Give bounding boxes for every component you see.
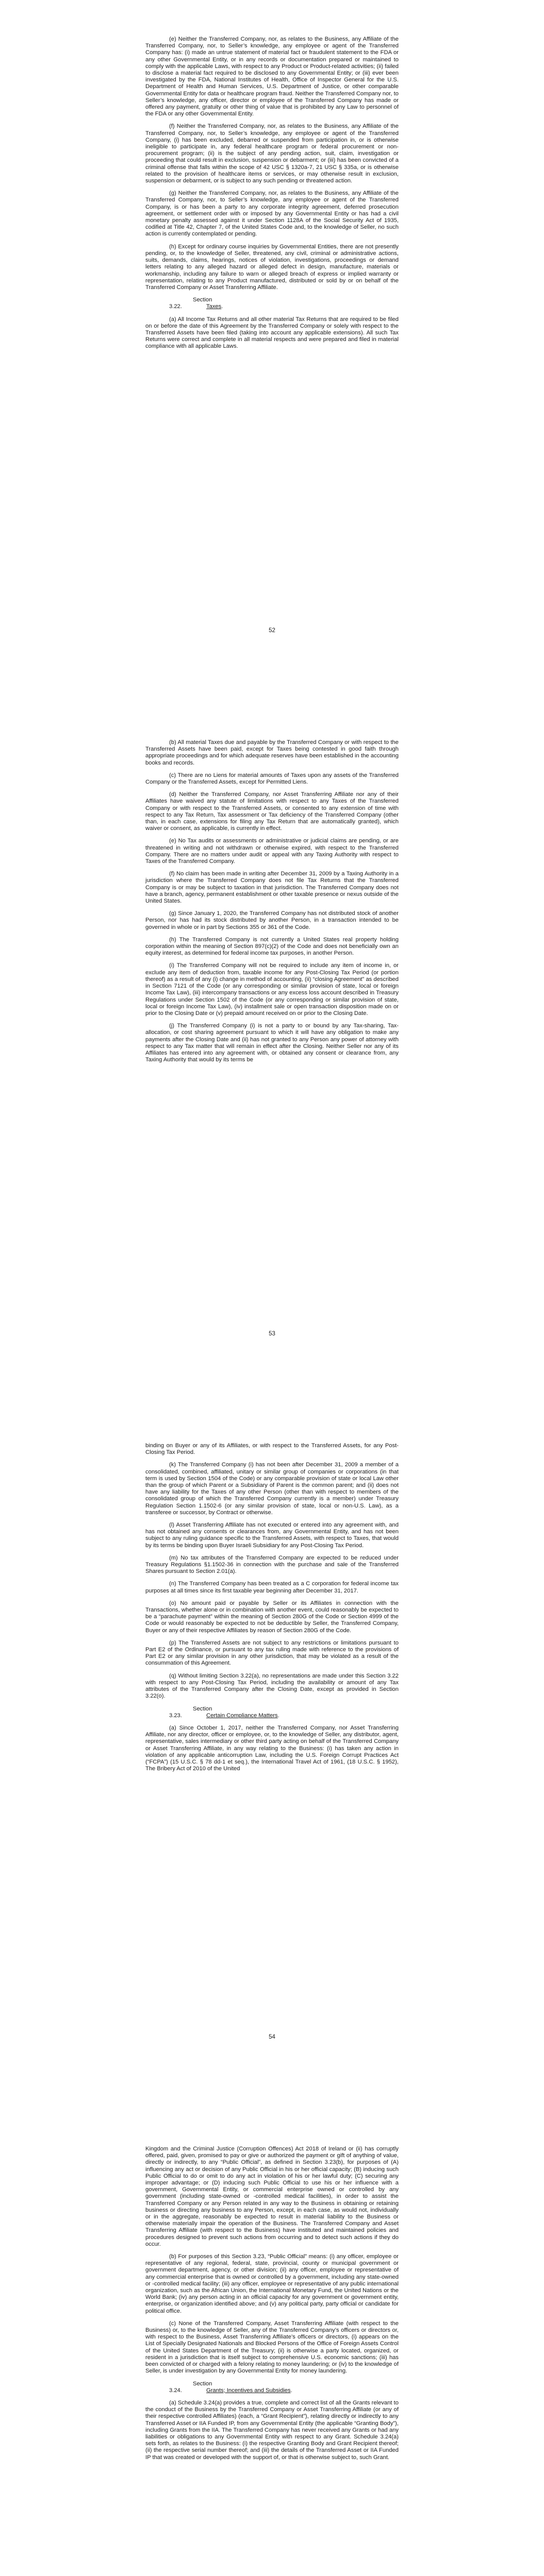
paragraph: (f) Neither the Transferred Company, nor, as relates to the Business, any Affiliate of the Transferred Company, nor, to Seller’s knowledge, any employee or agent of the Transferred Company, (i) has been excluded, debarred or suspended from participation in, or is otherwise ineligible to participate in, any federal healthcare program or federal procurement or non-procurement program; (ii) is the subject of any pending action, suit, claim, investigation or proceeding that could result in exclusion, suspension or debarment; or (iii) has been convicted of a criminal offense that falls within the scope of 42 USC § 1320a-7, 21 USC § 335a, or is otherwise related to the provision of healthcare items or services, or may otherwise result in exclusion, suspension or debarment, or is subject to any such pending or threatened action. — [145, 123, 399, 184]
paragraph: (q) Without limiting Section 3.22(a), no representations are made under this Section 3.22 with respect to any Post-Closing Tax Period, including the availability or amount of any Tax attributes of the Transferred Company after the Closing Date, except as provided in Section 3.22(o). — [145, 1672, 399, 1700]
paragraph: (k) The Transferred Company (i) has not been after December 31, 2009 a member of a consolidated, combined, affiliated, unitary or similar group of companies or corporations (in that term is used by Section 1504 of the Code) or any comparable provision of state or local Law other than the group of which Parent or a Subsidiary of Parent is the common parent; and (ii) does not have any liability for the Taxes of any other Person (other than with respect to members of the consolidated group of which the Transferred Company currently is a member) under Treasury Regulation Section 1.1502-6 (or any similar provision of state, local or non-U.S. Law), as a transferee or successor, by Contract or otherwise. — [145, 1462, 399, 1516]
paragraph: (n) The Transferred Company has been treated as a C corporation for federal income tax purposes at all times since its first taxable year beginning after December 31, 2017. — [145, 1581, 399, 1594]
paragraph: (h) Except for ordinary course inquiries by Governmental Entities, there are not presently pending, or, to the knowledge of Seller, threatened, any civil, criminal or administrative actions, suits, demands, claims, hearings, notices of violation, investigations, proceedings or demand letters relating to any alleged hazard or alleged defect in design, manufacture, materials or workmanship, including any failure to warn or alleged breach of express or implied warranty or representation, relating to any Product manufactured, distributed or sold by or on behalf of the Transferred Company or Asset Transferring Affiliate. — [145, 243, 399, 291]
document-page — [0, 2110, 544, 2576]
paragraph: (a) Since October 1, 2017, neither the Transferred Company, nor Asset Transferring Affiliate, nor any director, officer or employee, or, to the knowledge of Seller, any distributor, agent, representative, sales intermediary or other third party acting on behalf of the Transferred Company or Asset Transferring Affiliate, in any way relating to the Business: (i) has taken any action in violation of any applicable anticorruption Law, including the U.S. Foreign Corrupt Practices Act (“FCPA”) (15 U.S.C. § 78 dd-1 et seq.), the International Travel Act of 1961, (18 U.S.C. § 1952), The Bribery Act of 2010 of the United — [145, 1724, 399, 1772]
paragraph: (o) No amount paid or payable by Seller or its Affiliates in connection with the Transactions, whether alone or in combination with another event, could reasonably be expected to be a “parachute payment” within the meaning of Section 280G of the Code or Section 4999 of the Code or would reasonably be expected to not be deductible by Seller, the Transferred Company, Buyer or any of their respective Affiliates by reason of Section 280G of the Code. — [145, 1600, 399, 1634]
paragraph: (e) Neither the Transferred Company, nor, as relates to the Business, any Affiliate of the Transferred Company, nor, to Seller’s knowledge, any employee or agent of the Transferred Company has: (i) made an untrue statement of material fact or fraudulent statement to the FDA or any other Governmental Entity, or in any records or documentation prepared or maintained to comply with the applicable Laws, with respect to any Product or Product-related activities; (ii) failed to disclose a material fact required to be disclosed to any Governmental Entity; or (iii) ever been investigated by the FDA, National Institutes of Health, Office of Inspector General for the U.S. Department of Health and Human Services, U.S. Department of Justice, or other comparable Governmental Entity for data or healthcare program fraud. Neither the Transferred Company nor, to Seller’s knowledge, any officer, director or employee of the Transferred Company has made or offered any payment, gratuity or other thing of value that is prohibited by any Law to personnel of the FDA or any other Governmental Entity. — [145, 36, 399, 117]
section-heading — [145, 297, 399, 310]
paragraph: (p) The Transferred Assets are not subject to any restrictions or limitations pursuant to Part E2 of the Ordinance, or pursuant to any tax ruling made with reference to the provisions of Part E2 or any similar provision in any other jurisdiction, that may be violated as a result of the consummation of this Agreement. — [145, 1639, 399, 1667]
section-title: Certain Compliance Matters — [206, 1712, 278, 1719]
paragraph: (j) The Transferred Company (i) is not a party to or bound by any Tax-sharing, Tax-allocation, or cost sharing agreement pursuant to which it will have any obligation to make any payments after the Closing Date and (ii) has not granted to any Person any power of attorney with respect to any Tax matter that will remain in effect after the Closing. Neither Seller nor any of its Affiliates has entered into any agreement with, or obtained any consent or clearance from, any Taxing Authority that would by its terms be — [145, 1023, 399, 1063]
paragraph: (m) No tax attributes of the Transferred Company are expected to be reduced under Treasury Regulations §1.1502-36 in connection with the purchase and sale of the Transferred Shares pursuant to Section 2.01(a). — [145, 1554, 399, 1575]
page-number: 54 — [269, 2034, 275, 2040]
paragraph: (a) Schedule 3.24(a) provides a true, complete and correct list of all the Grants relevant to the conduct of the Business by the Transferred Company or Asset Transferring Affiliate (or any of their respective controlled Affiliates) (each, a “Grant Recipient”), relating directly or indirectly to any Transferred Asset or IIA Funded IP, from any Governmental Entity (the applicable “Granting Body”), including Grants from the IIA. The Transferred Company has never received any Grants or had any liabilities or obligations to any Governmental Entity with respect to any Grant. Schedule 3.24(a) sets forth, as relates to the Business: (i) the respective Granting Body and Grant Recipient thereof; (ii) the respective serial number thereof; and (iii) the details of the Transferred Asset or IIA Funded IP that was created or developed with the support of, or that is otherwise subject to, such Grant. — [145, 2399, 399, 2461]
paragraph: (l) Asset Transferring Affiliate has not executed or entered into any agreement with, and has not obtained any consents or clearances from, any Governmental Entity, and has not been subject to any ruling guidance specific to the Transferred Assets, with respect to Taxes, that would by its terms be binding upon Buyer Israeli Subsidiary for any Post-Closing Tax Period. — [145, 1522, 399, 1549]
paragraph: (h) The Transferred Company is not currently a United States real property holding corporation within the meaning of Section 897(c)(2) of the Code and does not beneficially own an equity interest, as determined for federal income tax purposes, in another Person. — [145, 936, 399, 957]
section-title: Taxes — [206, 303, 222, 310]
section-number: Section 3.23. — [169, 1705, 212, 1719]
document-page — [0, 0, 544, 703]
paragraph: (g) Neither the Transferred Company, nor, as relates to the Business, any Affiliate of the Transferred Company, nor, to Seller’s knowledge, any employee or agent of the Transferred Company, is or has been a party to any corporate integrity agreement, deferred prosecution agreement, or settlement order with or imposed by any Governmental Entity or has had a civil monetary penalty assessed against it under Section 1128A of the Social Security Act of 1935, codified at Title 42, Chapter 7, of the United States Code and, to the knowledge of Seller, no such action is currently contemplated or pending. — [145, 190, 399, 238]
page-number: 52 — [269, 628, 275, 634]
section-title: Grants; Incentives and Subsidies — [206, 2387, 291, 2394]
paragraph: (b) All material Taxes due and payable by the Transferred Company or with respect to the Transferred Assets have been paid, except for Taxes being contested in good faith through appropriate proceedings and for which adequate reserves have been established in the accounting books and records. — [145, 739, 399, 766]
page-number: 53 — [269, 1331, 275, 1337]
paragraph: (a) All Income Tax Returns and all other material Tax Returns that are required to be filed on or before the date of this Agreement by the Transferred Company or solely with respect to the Transferred Assets have been filed (taking into account any applicable extensions). All such Tax Returns were correct and complete in all material respects and were prepared and filed in material compliance with all applicable Laws. — [145, 316, 399, 350]
section-title-period: . — [277, 1712, 279, 1719]
paragraph: (b) For purposes of this Section 3.23, “Public Official” means: (i) any officer, employee or representative of any regional, federal, state, provincial, county or municipal government or government department, agency, or other division; (ii) any officer, employee or representative of any commercial enterprise that is owned or controlled by a government, including any state-owned or -controlled medical facility; (iii) any officer, employee or representative of any public international organization, such as the African Union, the International Monetary Fund, the United Nations or the World Bank; (iv) any person acting in an official capacity for any government or government entity, enterprise, or organization identified above; and (v) any political party, party official or candidate for political office. — [145, 2253, 399, 2314]
paragraph: (f) No claim has been made in writing after December 31, 2009 by a Taxing Authority in a jurisdiction where the Transferred Company does not file Tax Returns that the Transferred Company is or may be subject to taxation in that jurisdiction. The Transferred Company does not have a branch, agency, permanent establishment or other taxable presence or nexus outside of the United States. — [145, 871, 399, 905]
paragraph: (c) None of the Transferred Company, Asset Transferring Affiliate (with respect to the Business) or, to the knowledge of Seller, any of the Transferred Company’s officers or directors or, with respect to the Business, Asset Transferring Affiliate’s officers or directors, (i) appears on the List of Specially Designated Nationals and Blocked Persons of the Office of Foreign Assets Control of the United States Department of the Treasury; (ii) is otherwise a party located, organized, or resident in a jurisdiction that is itself subject to comprehensive U.S. economic sanctions; (iii) has been convicted of or charged with a felony relating to money laundering; or (iv) to the knowledge of Seller, is under investigation by any Governmental Entity for money laundering. — [145, 2320, 399, 2375]
paragraph: (d) Neither the Transferred Company, nor Asset Transferring Affiliate nor any of their Affiliates have waived any statute of limitations with respect to any Taxes of the Transferred Company or with respect to the Transferred Assets, or consented to any extension of time with respect to any Tax Return, Tax assessment or Tax deficiency of the Transferred Company (other than, in each case, extensions for filing any Tax Return that are automatically granted), which waiver or consent, as applicable, is currently in effect. — [145, 791, 399, 832]
document-page — [0, 703, 544, 1406]
paragraph: (g) Since January 1, 2020, the Transferred Company has not distributed stock of another Person, nor has had its stock distributed by another Person, in a transaction intended to be governed in whole or in part by Sections 355 or 361 of the Code. — [145, 910, 399, 930]
paragraph: binding on Buyer or any of its Affiliates, or with respect to the Transferred Assets, for any Post-Closing Tax Period. — [145, 1443, 399, 1456]
section-heading — [145, 1706, 399, 1719]
paragraph: Kingdom and the Criminal Justice (Corruption Offences) Act 2018 of Ireland or (ii) has corruptly offered, paid, given, promised to pay or give or authorized the payment or gift of anything of value, directly or indirectly, to any “Public Official”, as defined in Section 3.23(b), for purposes of (A) influencing any act or decision of any Public Official in his or her official capacity; (B) inducing such Public Official to do or omit to do any act in violation of his or her lawful duty; (C) securing any improper advantage; or (D) inducing such Public Official to use his or her influence with a government, Governmental Entity, or commercial enterprise owned or controlled by any government (including state-owned or -controlled medical facilities), in order to assist the Transferred Company or any Person related in any way to the Business in obtaining or retaining business or directing any business to any Person, except, in each case, as would not, individually or in the aggregate, reasonably be expected to result in material liability to the Business or otherwise materially impair the operation of the Business. The Transferred Company and Asset Transferring Affiliate (with respect to the Business) have instituted and maintained policies and procedures designed to prevent such actions from occurring and to detect such actions if they do occur. — [145, 2146, 399, 2247]
document-page — [0, 1406, 544, 2110]
section-title-period: . — [290, 2387, 292, 2394]
paragraph: (i) The Transferred Company will not be required to include any item of income in, or exclude any item of deduction from, taxable income for any Post-Closing Tax Period (or portion thereof) as a result of any (i) change in method of accounting, (ii) “closing Agreement” as described in Section 7121 of the Code (or any corresponding or similar provision of state, local or foreign Income Tax Law), (iii) intercompany transactions or any excess loss account described in Treasury Regulations under Section 1502 of the Code (or any corresponding or similar provision of state, local or foreign Income Tax Law), (iv) installment sale or open transaction disposition made on or prior to the Closing Date or (v) prepaid amount received on or prior to the Closing Date. — [145, 962, 399, 1016]
section-heading — [145, 2381, 399, 2394]
paragraph: (e) No Tax audits or assessments or administrative or judicial claims are pending, or are threatened in writing and not withdrawn or otherwise expired, with respect to the Transferred Company. There are no matters under audit or appeal with any Taxing Authority with respect to Taxes of the Transferred Company. — [145, 838, 399, 865]
section-number: Section 3.24. — [169, 2380, 212, 2394]
section-number: Section 3.22. — [169, 297, 212, 310]
section-title-period: . — [221, 303, 223, 310]
paragraph: (c) There are no Liens for material amounts of Taxes upon any assets of the Transferred Company or the Transferred Assets, except for Permitted Liens. — [145, 772, 399, 786]
